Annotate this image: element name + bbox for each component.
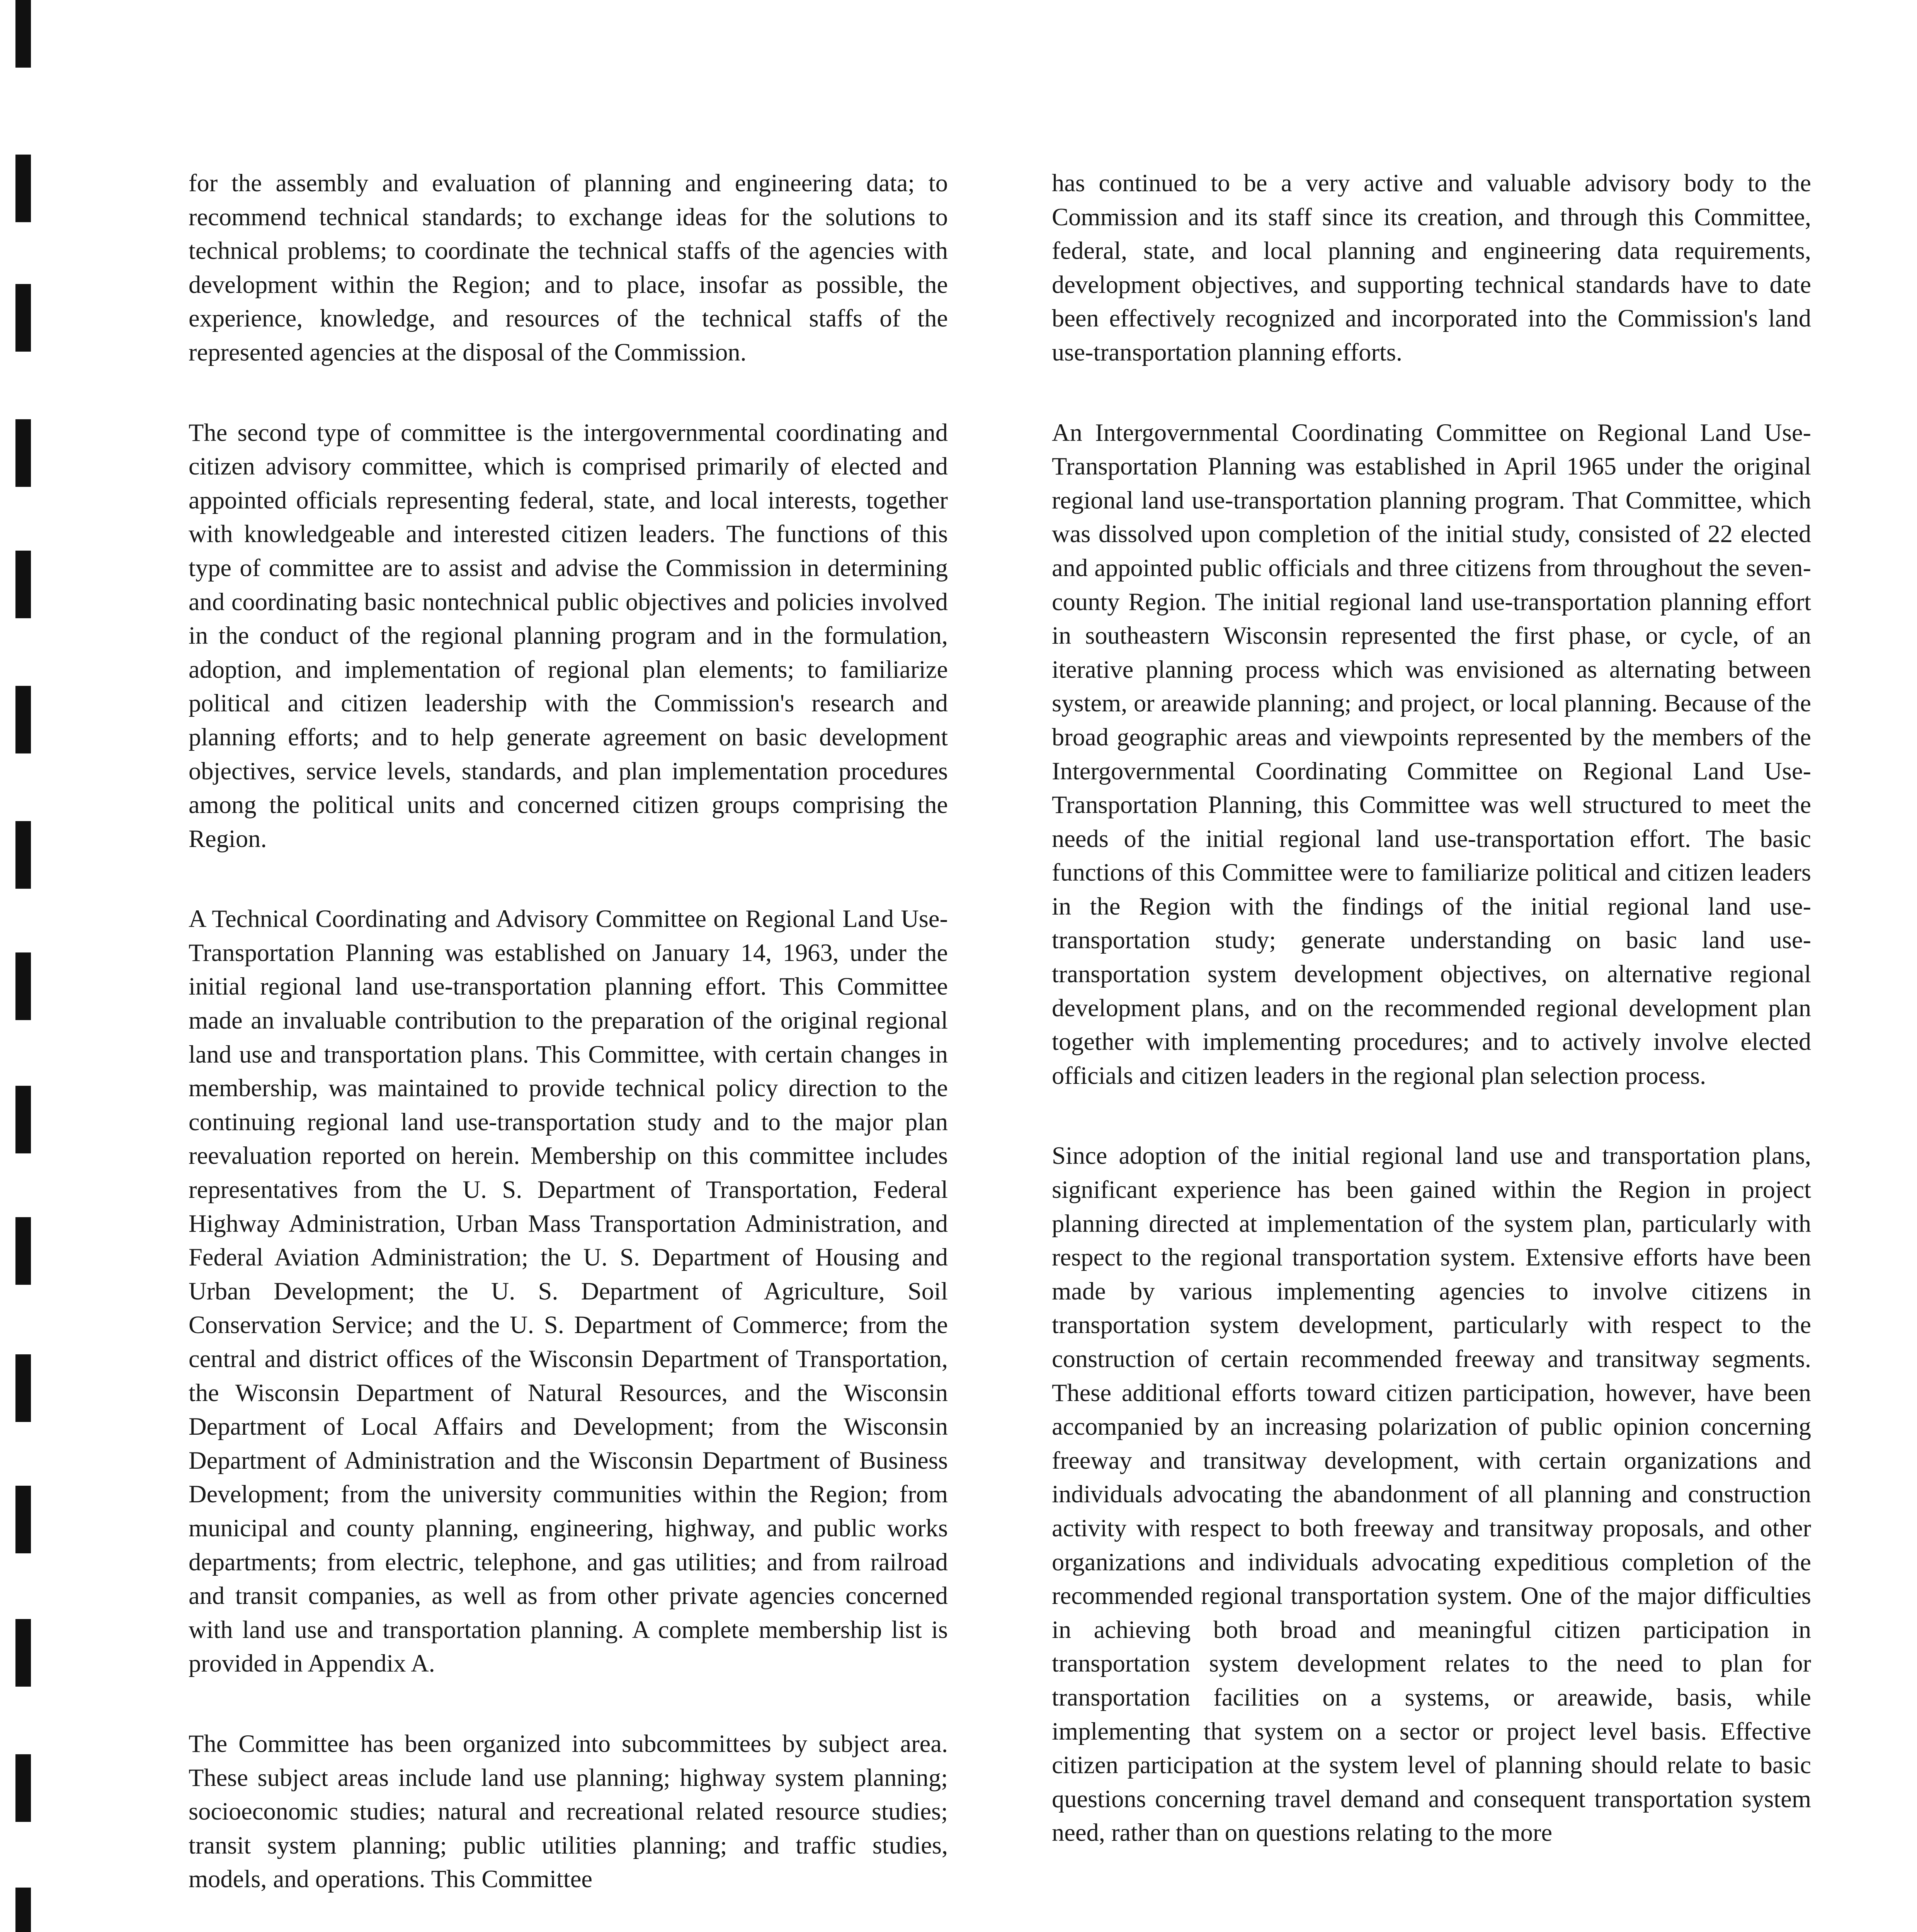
paragraph-subcommittees: The Committee has been organized into subcommittees by subject area. These subject areas include land use planning; highway system planning; socioeconomic studies; natural and recreational related resource studies; transit system planning; public utilities planning; and traffic studies, models, and operations. This Committee: [189, 1730, 948, 1893]
paragraph-committee-functions: for the assembly and evaluation of planning and engineering data; to recommend technical standards; to exchange ideas for the solutions to technical problems; to coordinate the technical staffs of the agencies with development within the Region; and to place, insofar as possible, the experience, knowledge, and resources of the technical staffs of the represented agencies at the disposal of the Commission.: [189, 169, 948, 366]
punch-mark: [15, 1354, 31, 1422]
punch-mark: [15, 1217, 31, 1285]
punch-mark: [15, 419, 31, 487]
punch-mark: [15, 155, 31, 222]
punch-mark: [15, 1086, 31, 1153]
punch-hole-marks: [0, 0, 46, 1932]
punch-mark: [15, 1754, 31, 1822]
paragraph-intergovernmental-committee-type: The second type of committee is the intergovernmental coordinating and citizen advisory committee, which is comprised primarily of elected and appointed officials representing federal, state, and local interests, together with knowledgeable and interested citizen leaders. The functions of this type of committee are to assist and advise the Commission in determining and coordinating basic nontechnical public objectives and policies involved in the conduct of the regional planning program and in the formulation, adoption, and implementation of regional plan elements; to familiarize political and citizen leadership with the Commission's research and planning efforts; and to help generate agreement on basic development objectives, service levels, standards, and plan implementation procedures among the political units and concerned citizen groups comprising the Region.: [189, 418, 948, 852]
paragraph-citizen-participation: Since adoption of the initial regional land use and transportation plans, significant experience has been gained within the Region in project planning directed at implementation of the system plan, particularly with respect to the regional transportation system. Extensive efforts have been made by various implementing agencies to involve citizens in transportation system development, particularly with respect to the construction of certain recommended freeway and transitway segments. These additional efforts toward citizen participation, however, have been accompanied by an increasing polarization of public opinion concerning freeway and transitway development, with certain organizations and individuals advocating the abandonment of all planning and construction activity with respect to both freeway and transitway proposals, and other organizations and individuals advocating expeditious completion of the recommended regional transportation system. One of the major difficulties in achieving both broad and meaningful citizen participation in transportation system development relates to the need to plan for transportation facilities on a systems, or areawide, basis, while implementing that system on a sector or project level basis. Effective citizen participation at the system level of planning should relate to basic questions concerning travel demand and consequent transportation system need, rather than on questions relating to the more: [1052, 1142, 1811, 1847]
paragraph-intergovernmental-coordinating-committee: An Intergovernmental Coordinating Committee on Regional Land Use-Transportation Planning was established in April 1965 under the original regional land use-transportation planning program. That Committee, which was dissolved upon completion of the initial study, consisted of 22 elected and appointed public officials and three citizens from throughout the seven-county Region. The initial regional land use-transportation planning effort in southeastern Wisconsin represented the first phase, or cycle, of an iterative planning process which was envisioned as alternating between system, or areawide planning; and project, or local planning. Because of the broad geographic areas and viewpoints represented by the members of the Intergovernmental Coordinating Committee on Regional Land Use-Transportation Planning, this Committee was well structured to meet the needs of the initial regional land use-transportation effort. The basic functions of this Committee were to familiarize political and citizen leaders in the Region with the findings of the initial regional land use-transportation study; generate understanding on basic land use-transportation system development objectives, on alternative regional development plans, and on the recommended regional development plan together with implementing procedures; and to actively involve elected officials and citizen leaders in the regional plan selection process.: [1052, 418, 1811, 1089]
punch-mark: [15, 551, 31, 618]
punch-mark: [15, 0, 31, 68]
right-text-column: [1052, 166, 1811, 1896]
paragraph-technical-coordinating-committee: A Technical Coordinating and Advisory Committee on Regional Land Use-Transportation Planning was established on January 14, 1963, under the initial regional land use-transportation planning effort. This Committee made an invaluable contribution to the preparation of the original regional land use and transportation plans. This Committee, with certain changes in membership, was maintained to provide technical policy direction to the continuing regional land use-transportation study and to the major plan reevaluation reported on herein. Membership on this committee includes representatives from the U. S. Department of Transportation, Federal Highway Administration, Urban Mass Transportation Administration, and Federal Aviation Administration; the U. S. Department of Housing and Urban Development; the U. S. Department of Agriculture, Soil Conservation Service; and the U. S. Department of Commerce; from the central and district offices of the Wisconsin Department of Transportation, the Wisconsin Department of Natural Resources, and the Wisconsin Department of Local Affairs and Development; from the Wisconsin Department of Administration and the Wisconsin Department of Business Development; from the university communities within the Region; from municipal and county planning, engineering, highway, and public works departments; from electric, telephone, and gas utilities; and from railroad and transit companies, as well as from other private agencies concerned with land use and transportation planning. A complete membership list is provided in Appendix A.: [189, 905, 948, 1677]
punch-mark: [15, 284, 31, 352]
punch-mark: [15, 952, 31, 1020]
punch-mark: [15, 686, 31, 753]
punch-mark: [15, 821, 31, 889]
left-text-column: [189, 166, 948, 1932]
punch-mark: [15, 1486, 31, 1553]
paragraph-advisory-body: has continued to be a very active and valuable advisory body to the Commission and its staff since its creation, and through this Committee, federal, state, and local planning and engineering data requirements, development objectives, and supporting technical standards have to date been effectively recognized and incorporated into the Commission's land use-transportation planning efforts.: [1052, 169, 1811, 366]
punch-mark: [15, 1888, 31, 1932]
punch-mark: [15, 1619, 31, 1687]
